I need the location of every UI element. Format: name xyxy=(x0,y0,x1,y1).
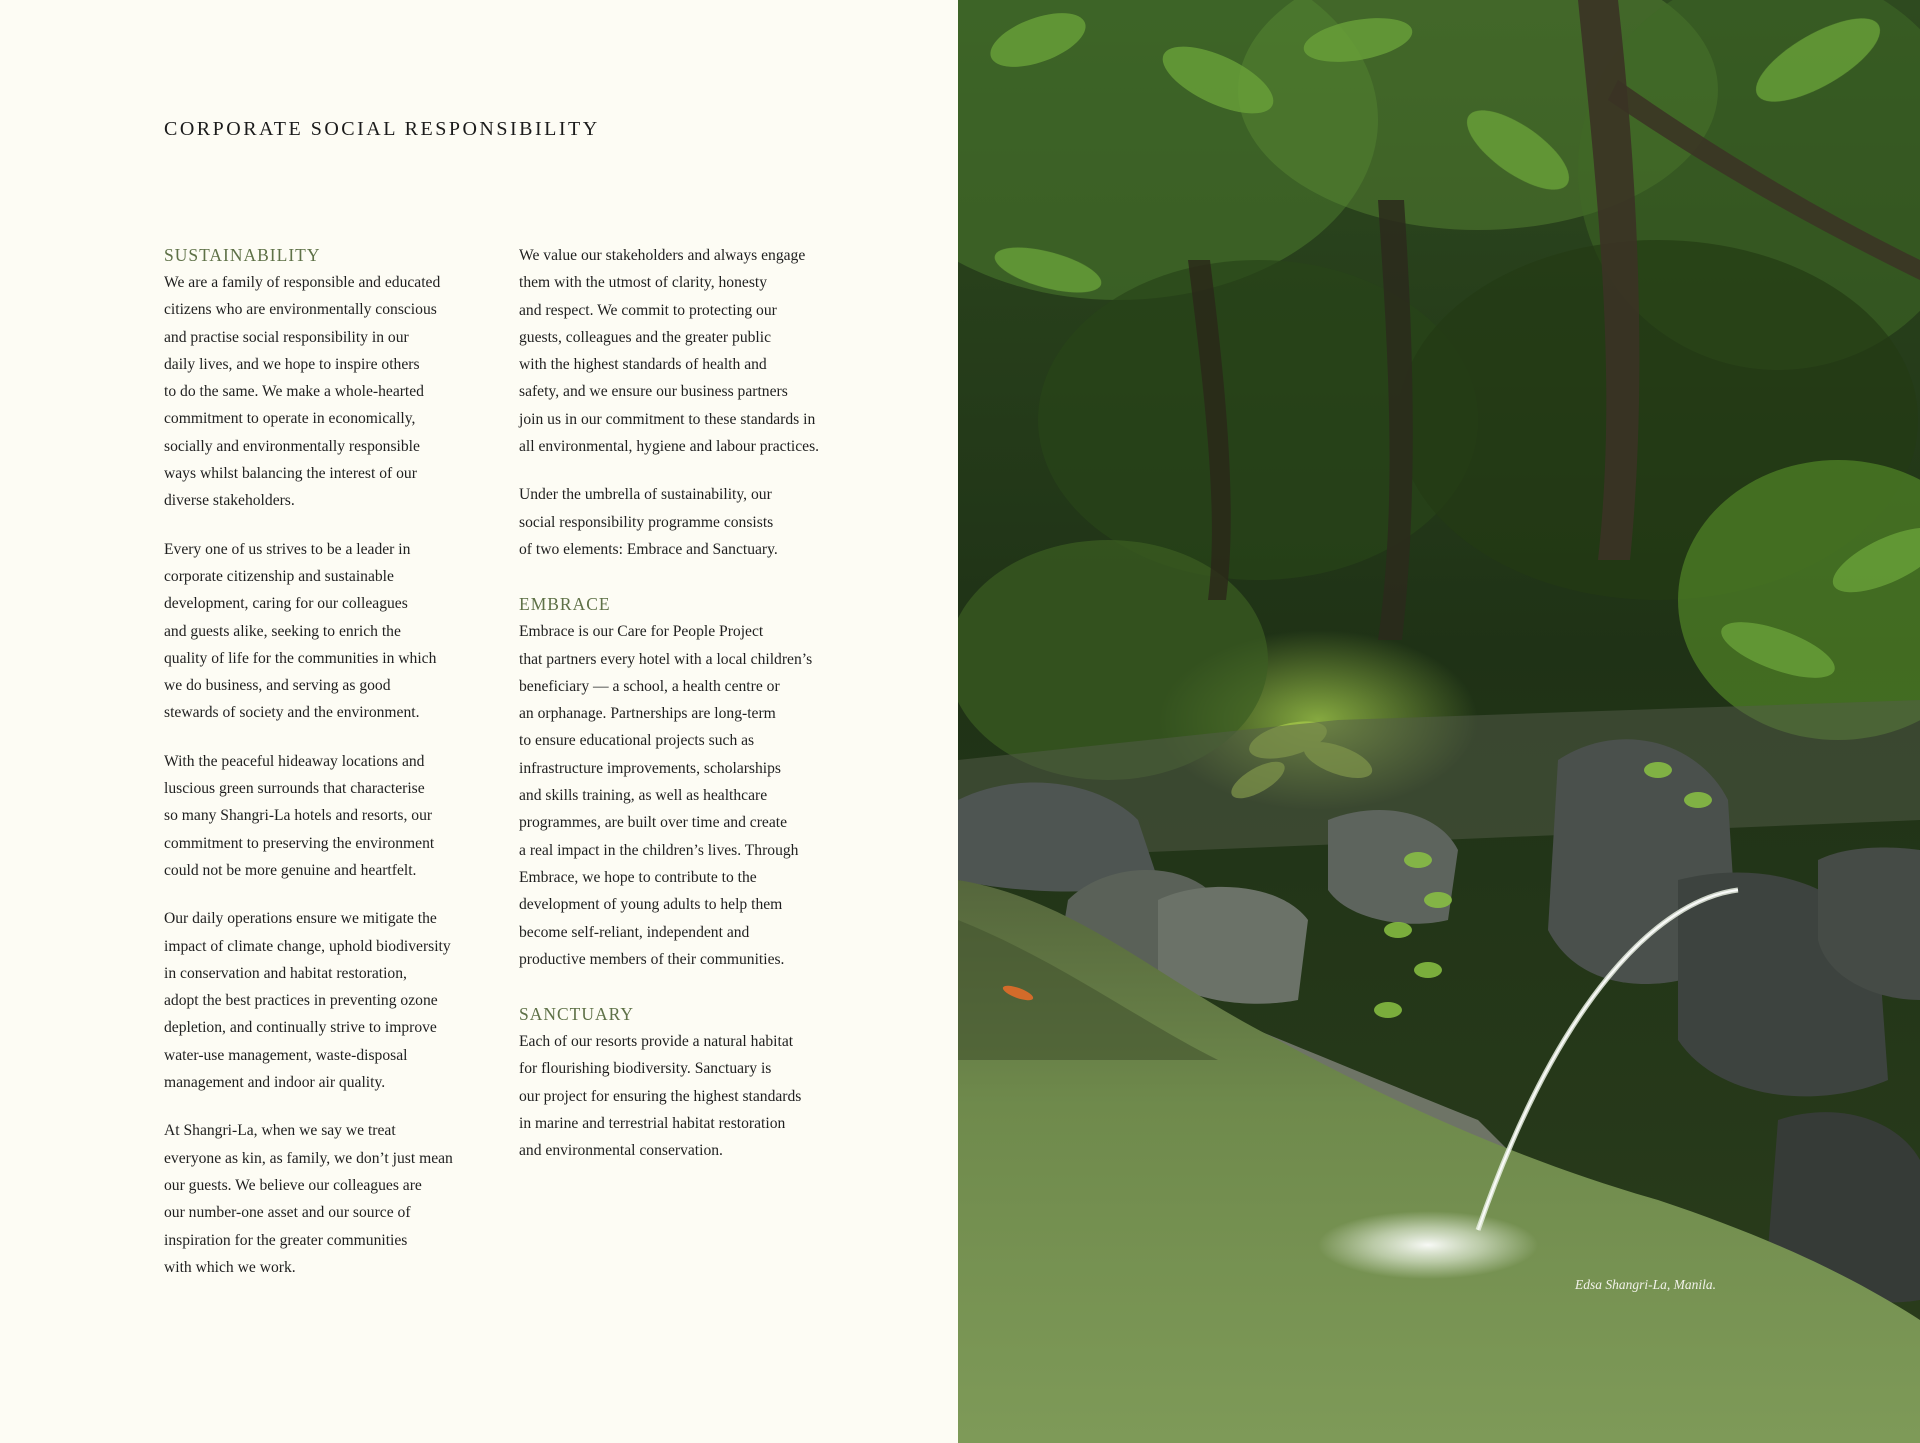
sanctuary-body-wrap xyxy=(519,1028,849,1164)
sustainability-paragraph-4: Our daily operations ensure we mitigate the impact of climate change, uphold biodiversity in conservation and habitat restoration, adopt the best practices in preventing ozone depletion, and continually strive to improve water-use management, waste-disposal management and indoor air quality. xyxy=(164,910,451,1092)
intro-section xyxy=(519,242,849,563)
text-page xyxy=(0,0,958,1443)
sanctuary-section xyxy=(519,1001,849,1164)
text-column-left xyxy=(164,242,484,1281)
sustainability-paragraph-5: At Shangri-La, when we say we treat everyone as kin, as family, we don’t just mean our guests. We believe our colleagues are our number-one asset and our source of inspiration for the greater communities with which we work. xyxy=(164,1122,453,1276)
embrace-body-wrap xyxy=(519,618,849,973)
sanctuary-heading: SANCTUARY xyxy=(519,1004,634,1025)
page-title: CORPORATE SOCIAL RESPONSIBILITY xyxy=(164,118,600,140)
photo-caption: Edsa Shangri-La, Manila. xyxy=(1574,1277,1716,1292)
photo-page xyxy=(958,0,1920,1443)
embrace-body: Embrace is our Care for People Project that partners every hotel with a local children’s beneficiary — a school, a health centre or an orphanage. Partnerships are long-term to ensure educational projects such as infrastructure improvements, scholarships and skills training, as well as healthcare programmes, are built over time and create a real impact in the children’s lives. Through Embrace, we hope to contribute to the development of young adults to help them become self-reliant, independent and productive members of their communities. xyxy=(519,623,813,968)
sustainability-heading: SUSTAINABILITY xyxy=(164,245,321,265)
sustainability-paragraph-3: With the peaceful hideaway locations and luscious green surrounds that characterise so many Shangri-La hotels and resorts, our commitment to preserving the environment could not be more genuine and heartfelt. xyxy=(164,752,435,879)
garden-pond-photo xyxy=(958,0,1920,1443)
sustainability-paragraph-1: We are a family of responsible and educated citizens who are environmentally conscious and practise social responsibility in our daily lives, and we hope to inspire others to do the same. We make a whole-hearted commitment to operate in economically, socially and environmentally responsible ways whilst balancing the interest of our diverse stakeholders. xyxy=(164,274,441,510)
umbrella-paragraph: Under the umbrella of sustainability, our social responsibility programme consists of two elements: Embrace and Sanctuary. xyxy=(519,486,778,558)
text-column-right xyxy=(519,242,849,1165)
embrace-section xyxy=(519,591,849,973)
sustainability-paragraph-2: Every one of us strives to be a leader in corporate citizenship and sustainable development, caring for our colleagues and guests alike, seeking to enrich the quality of life for the communities in which we do business, and serving as good stewards of society and the environment. xyxy=(164,540,437,722)
embrace-heading: EMBRACE xyxy=(519,594,611,615)
sustainability-body xyxy=(164,269,484,1281)
sanctuary-body: Each of our resorts provide a natural habitat for flourishing biodiversity. Sanctuary is our project for ensuring the highest standards in marine and terrestrial habitat restoration and environmental conservation. xyxy=(519,1033,802,1160)
stakeholders-paragraph: We value our stakeholders and always engage them with the utmost of clarity, honesty and respect. We commit to protecting our guests, colleagues and the greater public with the highest standards of health and safety, and we ensure our business partners join us in our commitment to these standards in all environmental, hygiene and labour practices. xyxy=(519,247,820,456)
sustainability-section xyxy=(164,242,484,1281)
